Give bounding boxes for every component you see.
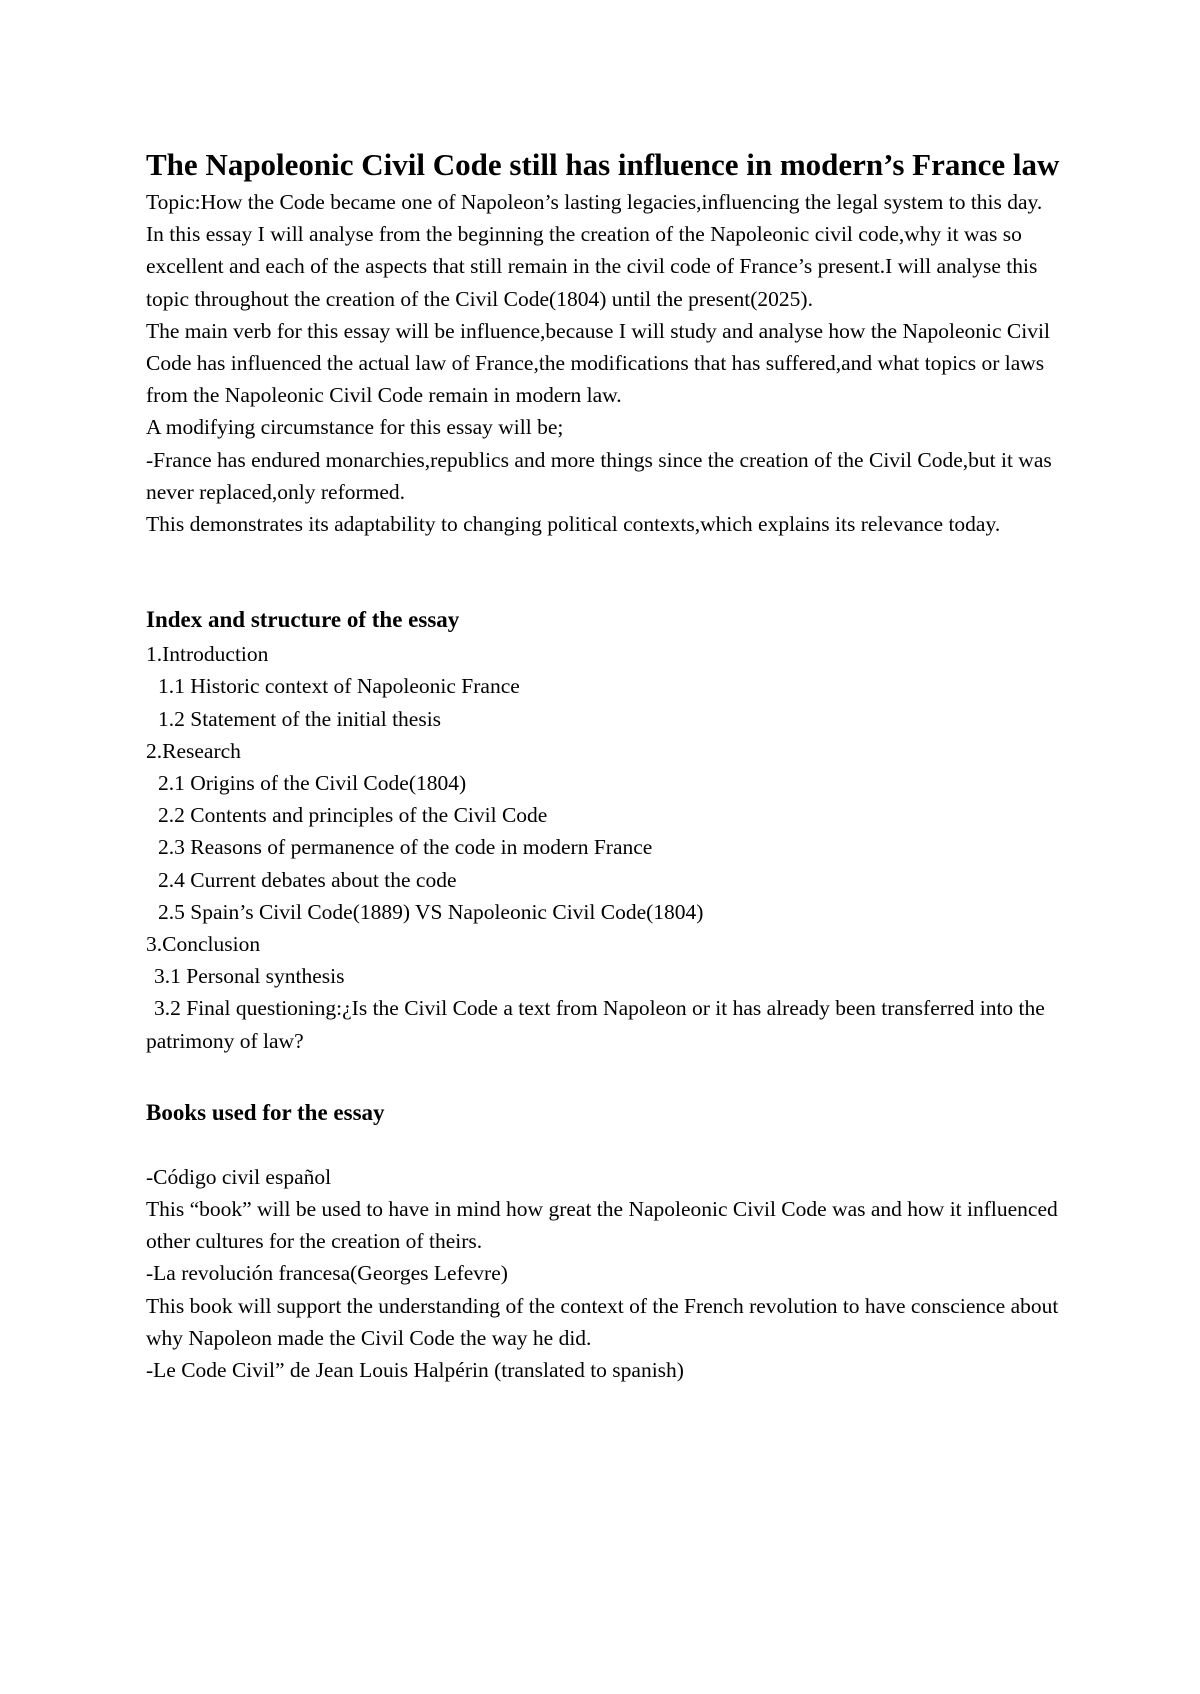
index-item: 2.3 Reasons of permanence of the code in modern France (158, 835, 653, 860)
index-heading: Index and structure of the essay (146, 607, 460, 633)
books-heading: Books used for the essay (146, 1099, 385, 1125)
intro-main-verb: The main verb for this essay will be influence,because I will study and analyse how the Napoleonic Civil Code has influenced the actual law of France,the modifications that has suffered,and what topics or laws from the Napoleonic Civil Code remain in modern law. (146, 318, 1050, 408)
index-list (146, 638, 1076, 1057)
document-page (146, 144, 1076, 1386)
index-item: 2.5 Spain’s Civil Code(1889) VS Napoleonic Civil Code(1804) (158, 899, 704, 924)
index-item-text: 3.2 Final questioning:¿Is the Civil Code a text from Napoleon or it has already been transferred into the patrimony of law? (146, 996, 1045, 1053)
index-item: 2.2 Contents and principles of the Civil Code (158, 803, 548, 828)
index-item: 3.Conclusion (146, 932, 261, 957)
index-item: 2.Research (146, 738, 241, 763)
document-title: The Napoleonic Civil Code still has influence in modern’s France law (146, 147, 1060, 182)
spacer (146, 1057, 1076, 1095)
book-title-le-code-civil: -Le Code Civil” de Jean Louis Halpérin (translated to spanish) (146, 1358, 684, 1383)
index-item: 1.1 Historic context of Napoleonic France (158, 674, 520, 699)
index-item: 3.1 Personal synthesis (154, 964, 345, 989)
intro-topic: Topic:How the Code became one of Napoleon’s lasting legacies,influencing the legal system to this day. (146, 190, 1043, 214)
spacer (146, 540, 1076, 602)
book-description: This book will support the understanding of the context of the French revolution to have conscience about why Napoleon made the Civil Code the way he did. (146, 1293, 1059, 1350)
index-item-final-questioning (146, 992, 1076, 1056)
intro-france-endured: -France has endured monarchies,republics and more things since the creation of the Civil Code,but it was never replaced,only reformed. (146, 447, 1052, 504)
index-item: 2.1 Origins of the Civil Code(1804) (158, 771, 467, 796)
intro-adaptability: This demonstrates its adaptability to changing political contexts,which explains its relevance today. (146, 512, 1001, 537)
intro-modifying-circumstance: A modifying circumstance for this essay will be; (146, 415, 564, 440)
index-item: 2.4 Current debates about the code (158, 867, 457, 892)
index-item: 1.Introduction (146, 642, 269, 667)
spacer (146, 1131, 1076, 1161)
book-title-codigo-civil: -Código civil español (146, 1164, 332, 1189)
intro-analysis: In this essay I will analyse from the beginning the creation of the Napoleonic civil code,why it was so excellent and each of the aspects that still remain in the civil code of France’s present.I will analyse this topic throughout the creation of the Civil Code(1804) until the present(2025). (146, 222, 1038, 311)
book-description: This “book” will be used to have in mind how great the Napoleonic Civil Code was and how it influenced other cultures for the creation of theirs. (146, 1197, 1058, 1254)
book-title-revolucion-francesa: -La revolución francesa(Georges Lefevre) (146, 1261, 508, 1286)
index-item: 1.2 Statement of the initial thesis (158, 706, 442, 731)
